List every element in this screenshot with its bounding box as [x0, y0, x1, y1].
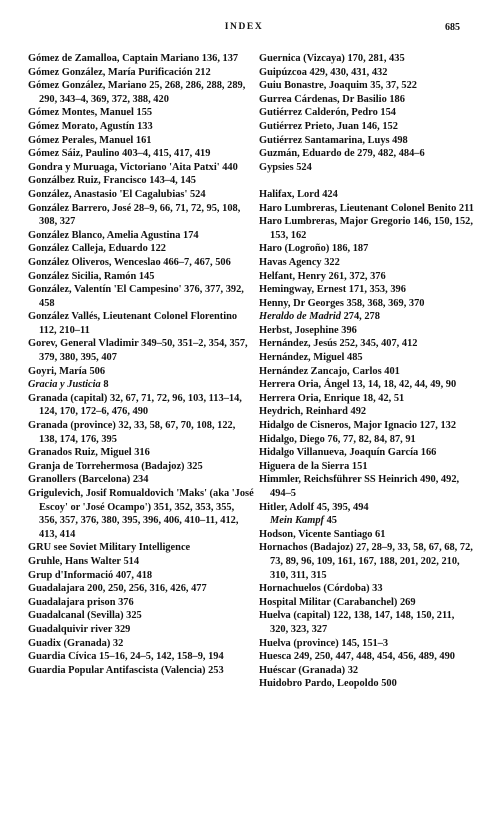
- index-entry: Haro Lumbreras, Lieutenant Colonel Benito 211: [259, 202, 474, 214]
- index-entry: Gómez Perales, Manuel 161: [28, 134, 152, 146]
- index-entry: Heydrich, Reinhard 492: [259, 406, 367, 418]
- index-entry: Guadix (Granada) 32: [28, 637, 124, 649]
- index-entry: Guernica (Vizcaya) 170, 281, 435: [259, 53, 405, 64]
- index-entry: Gutiérrez Calderón, Pedro 154: [259, 107, 396, 119]
- running-title: INDEX: [224, 22, 264, 32]
- index-entry: González Barrero, José 28–9, 66, 71, 72, 95, 108, 308, 327: [28, 202, 241, 228]
- letter-section-gap: [259, 174, 474, 188]
- index-entry: Huelva (capital) 122, 138, 147, 148, 150, 211, 320, 323, 327: [259, 610, 455, 635]
- index-entry: Gutiérrez Santamarina, Luys 498: [259, 134, 408, 146]
- index-entry: González Calleja, Eduardo 122: [28, 243, 166, 255]
- index-entry: Herbst, Josephine 396: [259, 324, 357, 336]
- index-entry: Gonzálbez Ruiz, Francisco 143–4, 145: [28, 175, 196, 187]
- index-entry: Granollers (Barcelona) 234: [28, 474, 149, 486]
- index-entry: Goyri, María 506: [28, 365, 106, 377]
- index-entry: Granja de Torrehermosa (Badajoz) 325: [28, 460, 203, 472]
- index-entry: Helfant, Henry 261, 372, 376: [259, 270, 386, 282]
- index-entry: González Vallés, Lieutenant Colonel Florentino 112, 210–11: [28, 311, 238, 336]
- index-entry: Gorev, General Vladimir 349–50, 351–2, 354, 357, 379, 380, 395, 407: [28, 338, 248, 364]
- index-entry: Hernández, Miguel 485: [259, 352, 363, 364]
- index-entry: Guadalquivir river 329: [28, 623, 131, 635]
- index-entry: [28, 378, 254, 392]
- index-entry: Gruhle, Hans Walter 514: [28, 555, 140, 567]
- index-column-left: [28, 52, 254, 677]
- index-entry: Haro Lumbreras, Major Gregorio 146, 150, 152, 153, 162: [259, 216, 473, 241]
- index-entry: Guardia Cívica 15–16, 24–5, 142, 158–9, 194: [28, 651, 224, 663]
- index-entry: Gutiérrez Prieto, Juan 146, 152: [259, 120, 398, 132]
- index-entry: Granada (capital) 32, 67, 71, 72, 96, 103, 113–14, 124, 170, 172–6, 476, 490: [28, 392, 242, 418]
- index-entry: Guiu Bonastre, Joaquim 35, 37, 522: [259, 80, 418, 92]
- italic-title: Gracia y Justicia: [28, 379, 101, 391]
- index-entry: Hernández, Jesús 252, 345, 407, 412: [259, 338, 418, 350]
- index-entry: Gypsies 524: [259, 161, 312, 173]
- index-entry: Huidobro Pardo, Leopoldo 500: [259, 678, 397, 690]
- index-entry: Halifax, Lord 424: [259, 188, 338, 200]
- index-entry: Higuera de la Sierra 151: [259, 460, 368, 472]
- index-entry: Gómez Sáiz, Paulino 403–4, 415, 417, 419: [28, 148, 211, 160]
- index-entry: Guzmán, Eduardo de 279, 482, 484–6: [259, 148, 425, 160]
- index-entry: Hodson, Vicente Santiago 61: [259, 528, 386, 540]
- index-entry: Hidalgo Villanueva, Joaquín García 166: [259, 447, 437, 459]
- index-entry: Havas Agency 322: [259, 256, 340, 268]
- page-number: 685: [445, 22, 460, 33]
- index-entry: Hemingway, Ernest 171, 353, 396: [259, 284, 406, 296]
- index-entry: González, Anastasio 'El Cagalubias' 524: [28, 188, 206, 200]
- index-entry: [259, 310, 474, 324]
- index-column-right: [259, 52, 474, 691]
- index-entry: Hornachuelos (Córdoba) 33: [259, 583, 383, 595]
- index-entry: Huéscar (Granada) 32: [259, 664, 359, 676]
- index-entry: Grup d'Informació 407, 418: [28, 569, 153, 581]
- page-header: [28, 22, 460, 36]
- index-entry: González Sicilia, Ramón 145: [28, 270, 155, 282]
- index-entry: Guadalajara 200, 250, 256, 316, 426, 477: [28, 583, 207, 595]
- index-entry: Hospital Militar (Carabanchel) 269: [259, 596, 416, 608]
- index-entry: Gómez de Zamalloa, Captain Mariano 136, 137: [28, 53, 239, 64]
- index-entry: Guadalajara prison 376: [28, 596, 134, 608]
- index-entry: Guardia Popular Antifascista (Valencia) 253: [28, 664, 224, 676]
- index-entry: Huesca 249, 250, 447, 448, 454, 456, 489, 490: [259, 651, 455, 663]
- index-entry: Guipúzcoa 429, 430, 431, 432: [259, 66, 388, 78]
- index-entry: Gondra y Muruaga, Victoriano 'Aita Patxi' 440: [28, 161, 238, 173]
- index-entry: Granada (province) 32, 33, 58, 67, 70, 108, 122, 138, 174, 176, 395: [28, 420, 236, 445]
- index-entry: Hidalgo de Cisneros, Major Ignacio 127, 132: [259, 420, 457, 432]
- page-refs: 8: [100, 379, 109, 391]
- index-entry: Hidalgo, Diego 76, 77, 82, 84, 87, 91: [259, 433, 416, 445]
- index-entry: González Blanco, Amelia Agustina 174: [28, 229, 199, 241]
- index-entry: Herrera Oria, Enrique 18, 42, 51: [259, 392, 405, 404]
- index-entry: GRU see Soviet Military Intelligence: [28, 542, 191, 554]
- page-refs: 274, 278: [340, 311, 380, 323]
- index-entry: Gómez Morato, Agustín 133: [28, 120, 153, 132]
- index-entry: Herrera Oria, Ángel 13, 14, 18, 42, 44, 49, 90: [259, 379, 457, 391]
- index-entry: Gurrea Cárdenas, Dr Basilio 186: [259, 93, 405, 105]
- page-refs: 45: [323, 515, 337, 527]
- index-entry: Haro (Logroño) 186, 187: [259, 243, 369, 255]
- italic-title: Heraldo de Madrid: [259, 311, 341, 323]
- index-entry: Hitler, Adolf 45, 395, 494: [259, 501, 369, 513]
- index-entry: González Oliveros, Wenceslao 466–7, 467, 506: [28, 256, 231, 268]
- index-entry: Granados Ruiz, Miguel 316: [28, 447, 150, 459]
- index-entry: Gómez Montes, Manuel 155: [28, 107, 153, 119]
- index-entry: Gómez González, Mariano 25, 268, 286, 288, 289, 290, 343–4, 369, 372, 388, 420: [28, 80, 246, 105]
- italic-title: Mein Kampf: [270, 515, 324, 527]
- index-entry: González, Valentín 'El Campesino' 376, 377, 392, 458: [28, 284, 244, 309]
- index-entry: Himmler, Reichsführer SS Heinrich 490, 492, 494–5: [259, 474, 460, 499]
- index-entry: Hornachos (Badajoz) 27, 28–9, 33, 58, 67, 68, 72, 73, 89, 96, 109, 161, 167, 188, 201, 202, 210, 310, 311, 315: [259, 542, 473, 581]
- index-entry: Huelva (province) 145, 151–3: [259, 637, 389, 649]
- index-entry: Gómez González, María Purificación 212: [28, 66, 211, 78]
- index-entry: Guadalcanal (Sevilla) 325: [28, 610, 142, 622]
- index-entry: Grigulevich, Josif Romualdovich 'Maks' (aka 'José Escoy' or 'José Ocampo') 351, 352, 353, 355, 356, 357, 376, 380, 395, 396, 406, 410–11, 412, 413, 414: [28, 488, 254, 540]
- index-entry: Henny, Dr Georges 358, 368, 369, 370: [259, 297, 425, 309]
- index-entry: [259, 514, 474, 528]
- index-entry: Hernández Zancajo, Carlos 401: [259, 365, 400, 377]
